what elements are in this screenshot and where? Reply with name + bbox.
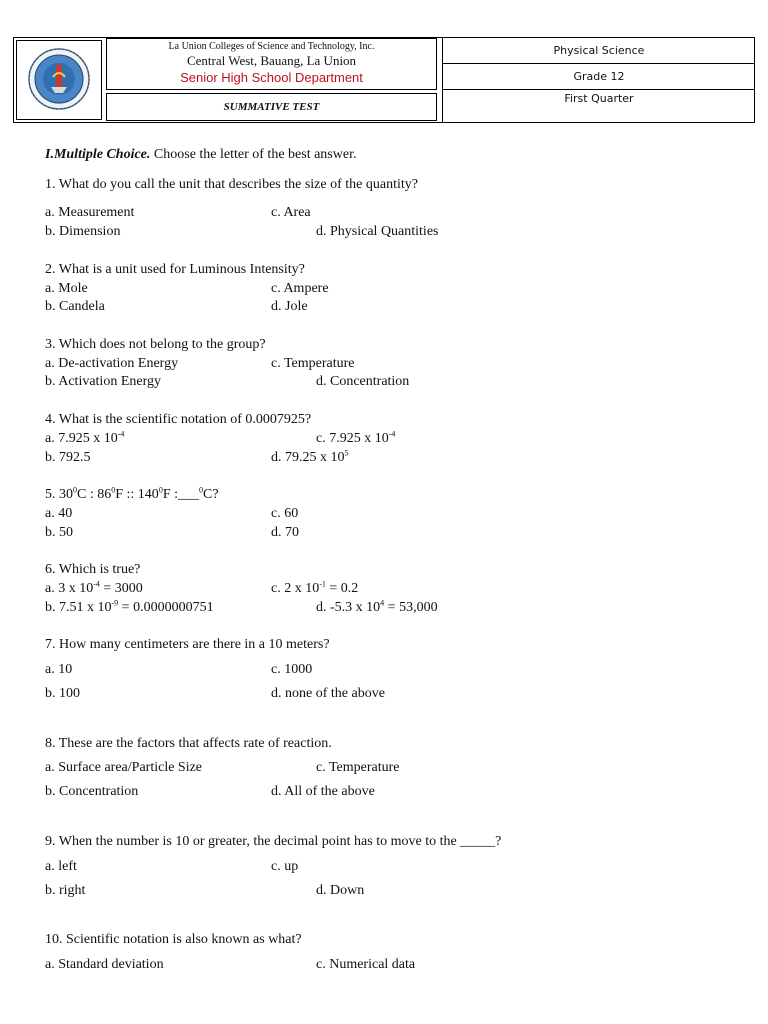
- q5-degree-2: 0: [111, 485, 116, 495]
- instructions-text: Choose the letter of the best answer.: [150, 147, 357, 162]
- q3-option-c: c. Temperature: [271, 356, 355, 371]
- q1-option-d: d. Physical Quantities: [316, 224, 439, 239]
- q4-option-c-base: c. 7.925 x 10: [316, 431, 389, 446]
- q2-option-c: c. Ampere: [271, 281, 329, 296]
- q7-option-d: d. none of the above: [271, 686, 385, 701]
- question-10: 10. Scientific notation is also known as what?: [45, 932, 302, 947]
- school-seal-icon: [27, 47, 91, 111]
- question-5: [45, 487, 219, 503]
- q4-option-d: [271, 450, 349, 466]
- q3-option-b: b. Activation Energy: [45, 374, 161, 389]
- q3-option-a: a. De-activation Energy: [45, 356, 179, 371]
- question-6: 6. Which is true?: [45, 562, 141, 577]
- q7-option-b: b. 100: [45, 686, 80, 701]
- test-title: SUMMATIVE TEST: [106, 93, 437, 121]
- q6-option-d: [316, 600, 438, 616]
- instructions-part: I.Multiple Choice.: [45, 147, 151, 162]
- q9-option-b: b. right: [45, 883, 86, 898]
- q6-option-b: [45, 600, 214, 616]
- q5-option-c: c. 60: [271, 506, 299, 521]
- q2-option-a: a. Mole: [45, 281, 88, 296]
- q2-option-b: b. Candela: [45, 299, 105, 314]
- q6-option-d-rest: = 53,000: [384, 600, 438, 615]
- q6-option-a: [45, 581, 143, 597]
- q5-part-5: C?: [203, 487, 219, 502]
- question-8: 8. These are the factors that affects rate of reaction.: [45, 736, 332, 751]
- q5-part-2: C : 86: [77, 487, 112, 502]
- q4-option-c: [316, 431, 395, 447]
- q8-option-c: c. Temperature: [316, 760, 400, 775]
- question-3: 3. Which does not belong to the group?: [45, 337, 266, 352]
- school-address: Central West, Bauang, La Union: [186, 53, 357, 68]
- q5-degree-1: 0: [73, 485, 77, 495]
- q3-option-d: d. Concentration: [316, 374, 410, 389]
- school-department: Senior High School Department: [180, 70, 363, 85]
- q8-option-d: d. All of the above: [271, 784, 375, 799]
- q6-option-c-rest: = 0.2: [325, 581, 359, 596]
- q6-option-b-rest: = 0.0000000751: [118, 600, 214, 615]
- q1-option-c: c. Area: [271, 205, 311, 220]
- q9-option-a: a. left: [45, 859, 77, 874]
- q6-option-c: [271, 581, 358, 597]
- q4-option-a-exponent: -4: [117, 429, 125, 439]
- q9-option-d: d. Down: [316, 883, 365, 898]
- q6-option-a-exponent: -4: [93, 579, 100, 589]
- q6-option-d-exponent: 4: [380, 598, 385, 608]
- instructions: [45, 147, 356, 163]
- quarter-label: First Quarter: [564, 92, 634, 105]
- school-logo-cell: [16, 40, 102, 120]
- q4-option-c-exponent: -4: [388, 429, 396, 439]
- q5-part-1: 5. 30: [45, 487, 73, 502]
- q5-option-b: b. 50: [45, 525, 73, 540]
- q6-option-c-base: c. 2 x 10: [271, 581, 320, 596]
- question-7: 7. How many centimeters are there in a 10 meters?: [45, 637, 330, 652]
- question-9: 9. When the number is 10 or greater, the decimal point has to move to the _____?: [45, 834, 502, 849]
- grade-label: Grade 12: [443, 64, 755, 90]
- q6-option-d-base: d. -5.3 x 10: [316, 600, 381, 615]
- q5-part-3: F :: 140: [115, 487, 159, 502]
- q1-option-a: a. Measurement: [45, 205, 135, 220]
- q5-degree-3: 0: [158, 485, 163, 495]
- school-name: La Union Colleges of Science and Technology, Inc.: [168, 41, 375, 52]
- q7-option-a: a. 10: [45, 662, 73, 677]
- header-table: [13, 37, 755, 123]
- q5-option-a: a. 40: [45, 506, 73, 521]
- q4-option-a-base: a. 7.925 x 10: [45, 431, 118, 446]
- q5-degree-4: 0: [199, 485, 203, 495]
- q4-option-d-base: d. 79.25 x 10: [271, 450, 345, 465]
- q8-option-b: b. Concentration: [45, 784, 139, 799]
- subject-label: Physical Science: [443, 38, 755, 64]
- q6-option-b-base: b. 7.51 x 10: [45, 600, 112, 615]
- school-info-cell: [106, 38, 437, 90]
- q10-option-a: a. Standard deviation: [45, 957, 164, 972]
- q5-part-4: F :___: [162, 487, 199, 502]
- q4-option-b: b. 792.5: [45, 450, 91, 465]
- q8-option-a: a. Surface area/Particle Size: [45, 760, 203, 775]
- q6-option-a-base: a. 3 x 10: [45, 581, 94, 596]
- q7-option-c: c. 1000: [271, 662, 313, 677]
- q6-option-c-exponent: -1: [319, 579, 326, 589]
- question-2: 2. What is a unit used for Luminous Intensity?: [45, 262, 305, 277]
- q4-option-a: [45, 431, 124, 447]
- q10-option-c: c. Numerical data: [316, 957, 416, 972]
- course-info-column: [442, 38, 755, 122]
- q4-option-d-exponent: 5: [344, 448, 349, 458]
- q9-option-c: c. up: [271, 859, 299, 874]
- question-4: 4. What is the scientific notation of 0.0007925?: [45, 412, 312, 427]
- q6-option-b-exponent: -9: [111, 598, 119, 608]
- q6-option-a-rest: = 3000: [99, 581, 143, 596]
- q5-option-d: d. 70: [271, 525, 299, 540]
- question-1: 1. What do you call the unit that describes the size of the quantity?: [45, 177, 418, 192]
- q2-option-d: d. Jole: [271, 299, 308, 314]
- q1-option-b: b. Dimension: [45, 224, 121, 239]
